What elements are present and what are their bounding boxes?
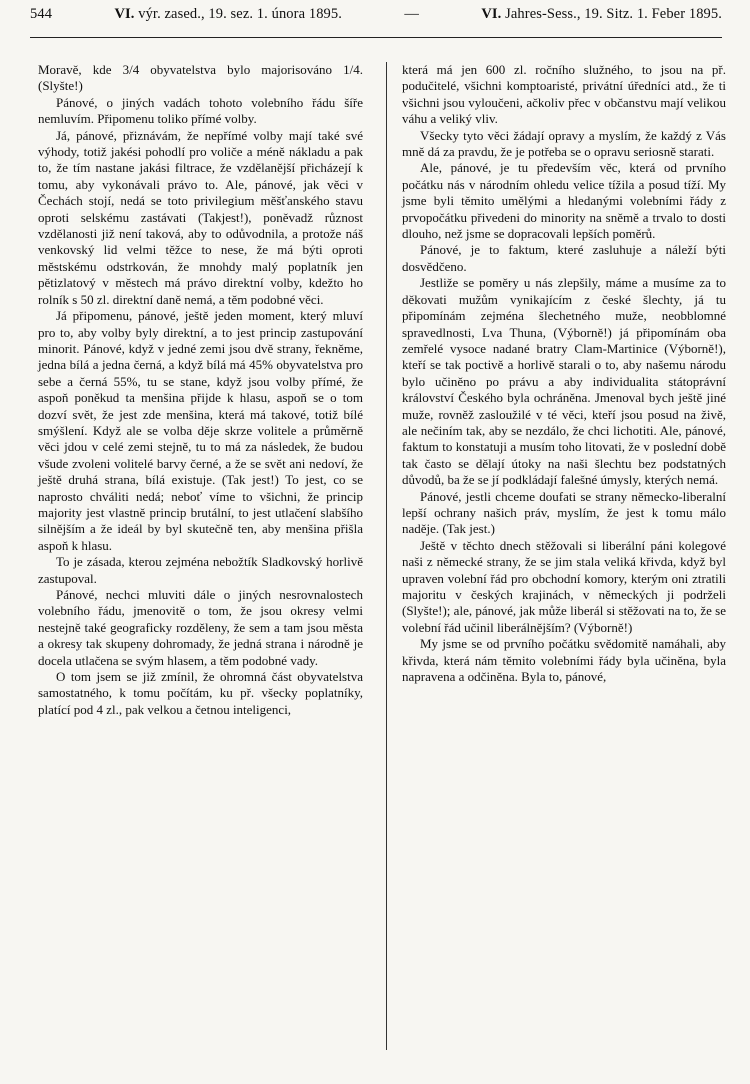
paragraph: My jsme se od prvního počátku svědomitě namáhali, aby křivda, která nám těmito volebními řády byla učiněna, byla napravena a odčiněna. Byla to, pánové,	[402, 636, 726, 685]
paragraph: Pánové, je to faktum, které zasluhuje a náleží býti dosvědčeno.	[402, 242, 726, 274]
paragraph: Všecky tyto věci žádají opravy a myslím, že každý z Vás mně dá za pravdu, že je potřeba se o opravu seriosně starati.	[402, 127, 726, 160]
paragraph: Ještě v těchto dnech stěžovali si liberální páni kolegové naši z německé strany, že se jim stala veliká křivda, když byl upraven volební řád pro obchodní komory, kterým oni ztratili majoritu v českých krajinách, v německých ji podrželi (Slyšte!); ale, pánové, jak může liberál si stěžovati na to, že se volební řád učinil liberálnějším? (Výborně!)	[402, 537, 726, 635]
paragraph: Já připomenu, pánové, ještě jeden moment, který mluví pro to, aby volby byly direktní, a to jest princip zastupování minorit. Pánové, když v jedné zemi jsou dvě strany, řekněme, jedna bílá a jedna černá, a když bílá má 45% obyvatelstva pro sebe a černá 55%, tu se stane, když jsou volby přímé, že aspoň poněkud ta menšina přijde k hlasu, aspoň se o tom dozví svět, že jest zde menšina, která má takové, totiž bílé smýšlení. Když ale se volba děje skrze volitele a průměrně věci jdou v celé zemi stejně, tu to má za následek, že budou všude zvoleni volitelé barvy černé, a že se svět ani nedoví, že ještě druhá strana, bílá existuje. (Tak jest!) To jest, co se naprosto chváliti nedá; neboť víme to všichni, že princip majority jest vlastně princip brutální, to jest utlačení slabšího silnějším a že ideál by byl skutečně ten, aby menšina přišla aspoň k hlasu.	[38, 308, 363, 553]
paragraph: Jestliže se poměry u nás zlepšily, máme a musíme za to děkovati mužům vynikajícím z české šlechty, já tu připomínám zejména šlechetného muže, neobblomné spravedlnosti, Lva Thuna, (Výborně!) já připomínám oba zemřelé vysoce nadané bratry Clam-Martinice (Výborně!), kteří se tak poctivě a horlivě starali o to, aby našemu národu bylo učiněno po právu a aby individualita státoprávní království Českého byla ochráněna. Jmenoval bych ještě jiné muže, rovněž zasloužilé v té věci, kteří jsou posud na živě, ale nečiním tak, aby se nezdálo, že chci lichotiti. Ale, pánové, faktum to konstatuji a musím toho litovati, že v poslední době tak často se dělají útoky na naši šlechtu bez podstatných důvodů, ba že se jí podkládají falešné úmysly, kterých nemá.	[402, 275, 726, 488]
right-column	[402, 62, 726, 685]
paragraph: Ale, pánové, je tu především věc, která od prvního počátku nás v národním ohledu velice tížila a posud tíží. My jsme byli těmito umělými a hledanými volebními řády z prvopočátku přivedeni do minority na sněmě a trvalo to dosti dlouho, než jsme se dopracovali lepších poměrů.	[402, 160, 726, 242]
header-german	[481, 6, 722, 23]
header-german-text: Jahres-Sess., 19. Sitz. 1. Feber 1895.	[505, 6, 722, 22]
header-separator: —	[404, 6, 419, 22]
left-column	[38, 62, 363, 718]
paragraph: Moravě, kde 3/4 obyvatelstva bylo majorisováno 1/4. (Slyšte!)	[38, 62, 363, 94]
header-czech-text: výr. zased., 19. sez. 1. února 1895.	[138, 6, 342, 22]
paragraph: Pánové, jestli chceme doufati se strany německo-liberalní lepší ochrany našich práv, myslím, že jest k tomu málo naděje. (Tak jest.)	[402, 488, 726, 537]
header-czech-session: VI.	[114, 6, 135, 22]
header-czech	[114, 6, 342, 23]
paragraph: O tom jsem se již zmínil, že ohromná část obyvatelstva samostatného, k tomu počítám, ku př. všecky poplatníky, platící pod 4 zl., pak velkou a četnou inteligenci,	[38, 669, 363, 717]
column-divider	[386, 62, 387, 1050]
paragraph: která má jen 600 zl. ročního služného, to jsou na př. podučitelé, všichni komptoaristé, privátní úředníci atd., že ti všichni jsou vyloučeni, ačkoliv přec v občanstvu mají velikou váhu a veliký vliv.	[402, 62, 726, 127]
header-german-session: VI.	[481, 6, 502, 22]
paragraph: Pánové, o jiných vadách tohoto volebního řádu šíře nemluvím. Připomenu toliko přímé volby.	[38, 94, 363, 127]
paragraph: Já, pánové, přiznávám, že nepřímé volby mají také své výhody, totiž jakési pohodlí pro voliče a méně nákladu a pak to, že tím nastane jakási filtrace, že vzdělanější přicházejí k tomu, aby vykonávali právo to. Ale, pánové, jak věci v Čechách stojí, nedá se toto privilegium měšťanského stavu oproti selskému zastávati (Takjest!), poněvadž různost vzdělanosti již není taková, aby to odůvodnila, a protože náš venkovský lid velmi těžce to nese, že má býti oproti městskému odstrkován, že mnohdy malý poplatník jen pětizlatový v městech má právo direktní volby, kdežto ho rolník s 50 zl. direktní daně nemá, a těm podobné věci.	[38, 127, 363, 307]
paragraph: Pánové, nechci mluviti dále o jiných nesrovnalostech volebního řádu, jmenovitě o tom, že jsou okresy velmi nestejně také geograficky rozděleny, že sem a tam jsou města a okresy tak skupeny dohromady, že jedná strana i národně je docela utlačena se svým hlasem, a těm podobné vady.	[38, 587, 363, 668]
page-number: 544	[30, 6, 53, 22]
paragraph: To je zásada, kterou zejména nebožtík Sladkovský horlivě zastupoval.	[38, 554, 363, 586]
header-rule	[30, 37, 722, 38]
running-header	[30, 6, 722, 32]
